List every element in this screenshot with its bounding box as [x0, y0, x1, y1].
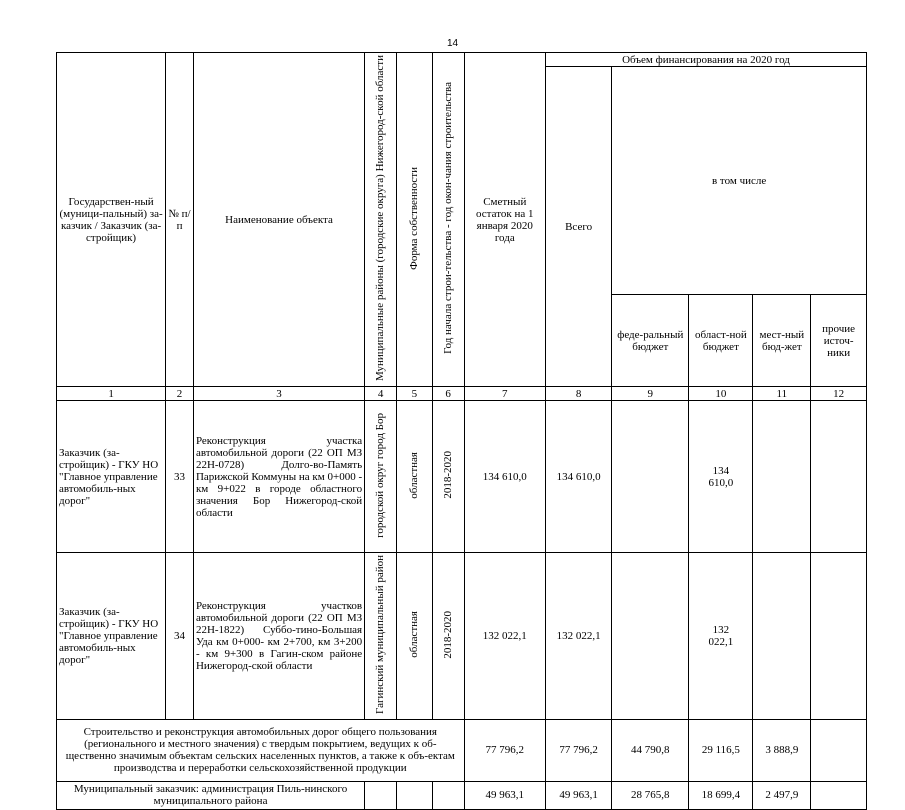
financing-table: [56, 52, 867, 810]
column-number: 8: [545, 387, 611, 401]
column-number: 5: [397, 387, 432, 401]
row-district: Гагинский муниципальный район: [365, 553, 397, 720]
summary-row: [57, 719, 867, 781]
row-other: [811, 553, 867, 720]
row-customer: Заказчик (за-стройщик) - ГКУ НО "Главное управление автомобиль-ных дорог": [57, 553, 166, 720]
header-object-name: Наименование объекта: [193, 53, 364, 387]
row-other: [811, 401, 867, 553]
table-row: [57, 553, 867, 720]
header-number: № п/п: [166, 53, 194, 387]
row-object-name: Реконструкция участка автомобильной дороги (22 ОП МЗ 22Н-0728) Долго-во-Память Парижской Коммуны на км 0+000 - км 9+022 в городе областного значения Бор Нижегород-ской области: [193, 401, 364, 553]
municipal-empty-cell: [432, 781, 464, 809]
row-number: 34: [166, 553, 194, 720]
municipal-regional: 18 699,4: [689, 781, 753, 809]
municipal-row: [57, 781, 867, 809]
header-local: мест-ный бюд-жет: [753, 295, 811, 387]
row-regional: 132 022,1: [689, 553, 753, 720]
column-number: 12: [811, 387, 867, 401]
summary-local: 3 888,9: [753, 719, 811, 781]
header-other: прочие источ-ники: [811, 295, 867, 387]
column-number: 9: [612, 387, 689, 401]
municipal-federal: 28 765,8: [612, 781, 689, 809]
municipal-empty-cell: [397, 781, 432, 809]
header-years: Год начала строи-тельства - год окон-чания строительства: [432, 53, 464, 387]
header-regional: област-ной бюджет: [689, 295, 753, 387]
header-balance: Сметный остаток на 1 января 2020 года: [464, 53, 545, 387]
row-years: 2018-2020: [432, 401, 464, 553]
column-number: 3: [193, 387, 364, 401]
header-ownership: Форма собственности: [397, 53, 432, 387]
municipal-total: 49 963,1: [545, 781, 611, 809]
header-total: Всего: [545, 67, 611, 387]
row-local: [753, 553, 811, 720]
municipal-local: 2 497,9: [753, 781, 811, 809]
summary-federal: 44 790,8: [612, 719, 689, 781]
row-customer: Заказчик (за-стройщик) - ГКУ НО "Главное управление автомобиль-ных дорог": [57, 401, 166, 553]
row-ownership: областная: [397, 553, 432, 720]
header-customer: Государствен-ный (муници-пальный) за-казчик / Заказчик (за-стройщик): [57, 53, 166, 387]
municipal-other: [811, 781, 867, 809]
column-number-row: [57, 387, 867, 401]
header-funding: Объем финансирования на 2020 год: [545, 53, 866, 67]
page-number: 14: [446, 38, 459, 49]
row-district: городской округ город Бор: [365, 401, 397, 553]
row-balance: 134 610,0: [464, 401, 545, 553]
summary-label: Строительство и реконструкция автомобильных дорог общего пользования (регионального и местного значения) с твердым покрытием, ведущих к об-щественно значимым объектам сельских населенных пунктов, а также к объ-ектам производства и переработки сельскохозяйственной продукции: [57, 719, 465, 781]
header-district: Муниципальные районы (городские округа) Нижегород-ской области: [365, 53, 397, 387]
column-number: 10: [689, 387, 753, 401]
row-balance: 132 022,1: [464, 553, 545, 720]
header-including: в том числе: [612, 67, 867, 295]
row-regional: 134 610,0: [689, 401, 753, 553]
municipal-empty-cell: [365, 781, 397, 809]
row-federal: [612, 553, 689, 720]
row-years: 2018-2020: [432, 553, 464, 720]
column-number: 2: [166, 387, 194, 401]
column-number: 6: [432, 387, 464, 401]
municipal-label: Муниципальный заказчик: администрация Пиль-нинского муниципального района: [57, 781, 365, 809]
column-number: 4: [365, 387, 397, 401]
summary-total: 77 796,2: [545, 719, 611, 781]
column-number: 11: [753, 387, 811, 401]
summary-other: [811, 719, 867, 781]
row-total: 134 610,0: [545, 401, 611, 553]
table-row: [57, 401, 867, 553]
header-federal: феде-ральный бюджет: [612, 295, 689, 387]
municipal-balance: 49 963,1: [464, 781, 545, 809]
row-federal: [612, 401, 689, 553]
column-number: 1: [57, 387, 166, 401]
row-total: 132 022,1: [545, 553, 611, 720]
row-number: 33: [166, 401, 194, 553]
row-local: [753, 401, 811, 553]
row-object-name: Реконструкция участков автомобильной дороги (22 ОП МЗ 22Н-1822) Суббо-тино-Большая Уда км 0+000- км 2+700, км 3+200 - км 9+300 в Гагин-ском районе Нижегород-ской области: [193, 553, 364, 720]
summary-balance: 77 796,2: [464, 719, 545, 781]
row-ownership: областная: [397, 401, 432, 553]
summary-regional: 29 116,5: [689, 719, 753, 781]
column-number: 7: [464, 387, 545, 401]
